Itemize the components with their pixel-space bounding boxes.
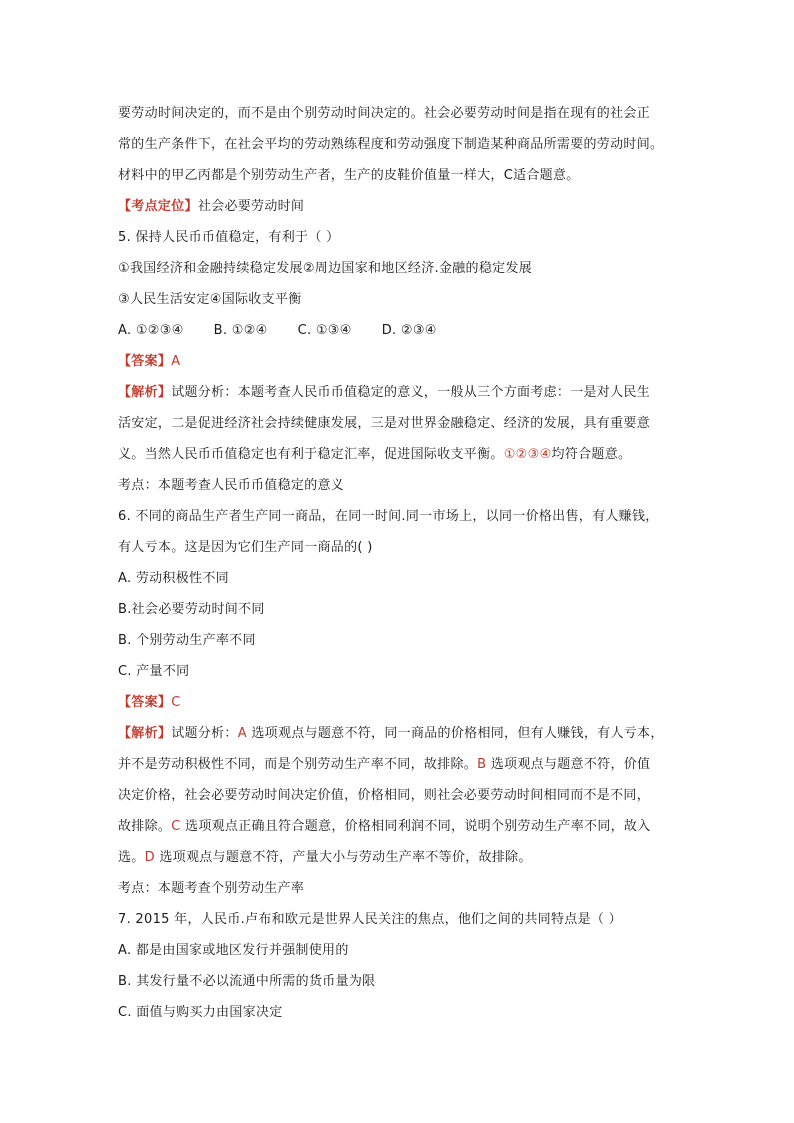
intro-line: 要劳动时间决定的，而不是由个别劳动时间决定的。社会必要劳动时间是指在现有的社会正 [118,106,651,121]
q6-analysis-line [118,811,698,842]
q5-option-d: D. ②③④ [381,323,437,338]
analysis-text: 并不是劳动积极性不同，而是个别劳动生产率不同，故排除。 [118,757,478,772]
q7-option-a: A. 都是由国家或地区发行并强制使用的 [118,943,349,958]
answer-tag: 【答案】 [118,354,172,369]
document-content [118,98,698,1028]
point-text: 社会必要劳动时间 [197,199,305,214]
q6-analysis-line [118,749,698,780]
analysis-tag: 【解析】 [118,726,172,741]
analysis-text: 选项观点与题意不符，同一商品的价格相同，但有人赚钱，有人亏本， [246,726,664,741]
q7-option-c: C. 面值与购买力由国家决定 [118,1005,283,1020]
analysis-text: 试题分析：本题考查人民币币值稳定的意义，一般从三个方面考虑：一是对人民生 [171,385,651,400]
q5-analysis-line: 活安定，二是促进经济社会持续健康发展，三是对世界金融稳定、经济的发展，具有重要意 [118,416,651,431]
answer-value: A [171,354,181,369]
intro-line [118,160,698,191]
q6-analysis [118,718,698,749]
answer-tag: 【答案】 [118,695,172,710]
q5-option-a: A. ①②③④ [118,323,184,338]
q5-item: ③人民生活安定④国际收支平衡 [118,292,302,307]
analysis-text: 选项观点正确且符合题意，价格相同利润不同，说明个别劳动生产率不同，故入 [180,819,651,834]
q5-option-b: B. ①②④ [213,323,268,338]
q5-option-c: C. ①③④ [297,323,352,338]
q6-stem: 6. 不同的商品生产者生产同一商品，在同一时间.同一市场上，以同一价格出售，有人赚钱， [118,509,659,524]
q5-options [118,315,698,346]
q6-stem: 有人亏本。这是因为它们生产同一商品的( ) [118,540,373,555]
q6-answer [118,687,698,718]
q6-analysis-line [118,842,698,873]
analysis-text: 试题分析： [171,726,238,741]
analysis-highlight: A [237,726,247,741]
intro-text: 材料中的甲乙丙都是个别劳动生产者，生产的皮鞋价值量一样大，C适合题意。 [118,168,580,183]
q5-answer [118,346,698,377]
q7-stem: 7. 2015 年，人民币.卢布和欧元是世界人民关注的焦点，他们之间的共同特点是（ ） [118,912,622,927]
q6-option-b2: B. 个别劳动生产率不同 [118,633,256,648]
analysis-text: 选项观点与题意不符，产量大小与劳动生产率不等价，故排除。 [154,850,532,865]
analysis-text: 义。当然人民币币值稳定也有利于稳定汇率，促进国际收支平衡。 [118,447,504,462]
intro-line: 常的生产条件下，在社会平均的劳动熟练程度和劳动强度下制造某种商品所需要的劳动时间。 [118,137,664,152]
point-tag: 【考点定位】 [118,199,198,214]
q6-analysis-line: 决定价格，社会必要劳动时间决定价值，价格相同，则社会必要劳动时间相同而不是不同， [118,788,651,803]
answer-value: C [171,695,181,710]
q7-option-b: B. 其发行量不必以流通中所需的货币量为限 [118,974,376,989]
analysis-highlight: C [171,819,181,834]
analysis-text: 选。 [118,850,145,865]
q6-point: 考点：本题考查个别劳动生产率 [118,881,305,896]
analysis-text: 均符合题意。 [551,447,632,462]
q6-option-a: A. 劳动积极性不同 [118,571,229,586]
analysis-highlight: B [477,757,487,772]
analysis-text: 选项观点与题意不符，价值 [486,757,651,772]
q6-option-b: B.社会必要劳动时间不同 [118,602,265,617]
analysis-text: 故排除。 [118,819,172,834]
q6-option-c: C. 产量不同 [118,664,190,679]
analysis-highlight: ①②③④ [503,447,552,462]
q5-item: ①我国经济和金融持续稳定发展②周边国家和地区经济.金融的稳定发展 [118,261,533,276]
q5-stem: 5. 保持人民币币值稳定，有利于（ ） [118,230,340,245]
analysis-highlight: D [144,850,155,865]
intro-point [118,191,698,222]
q5-point: 考点：本题考查人民币币值稳定的意义 [118,478,345,493]
q5-analysis [118,377,698,408]
analysis-tag: 【解析】 [118,385,172,400]
q5-analysis-line [118,439,698,470]
